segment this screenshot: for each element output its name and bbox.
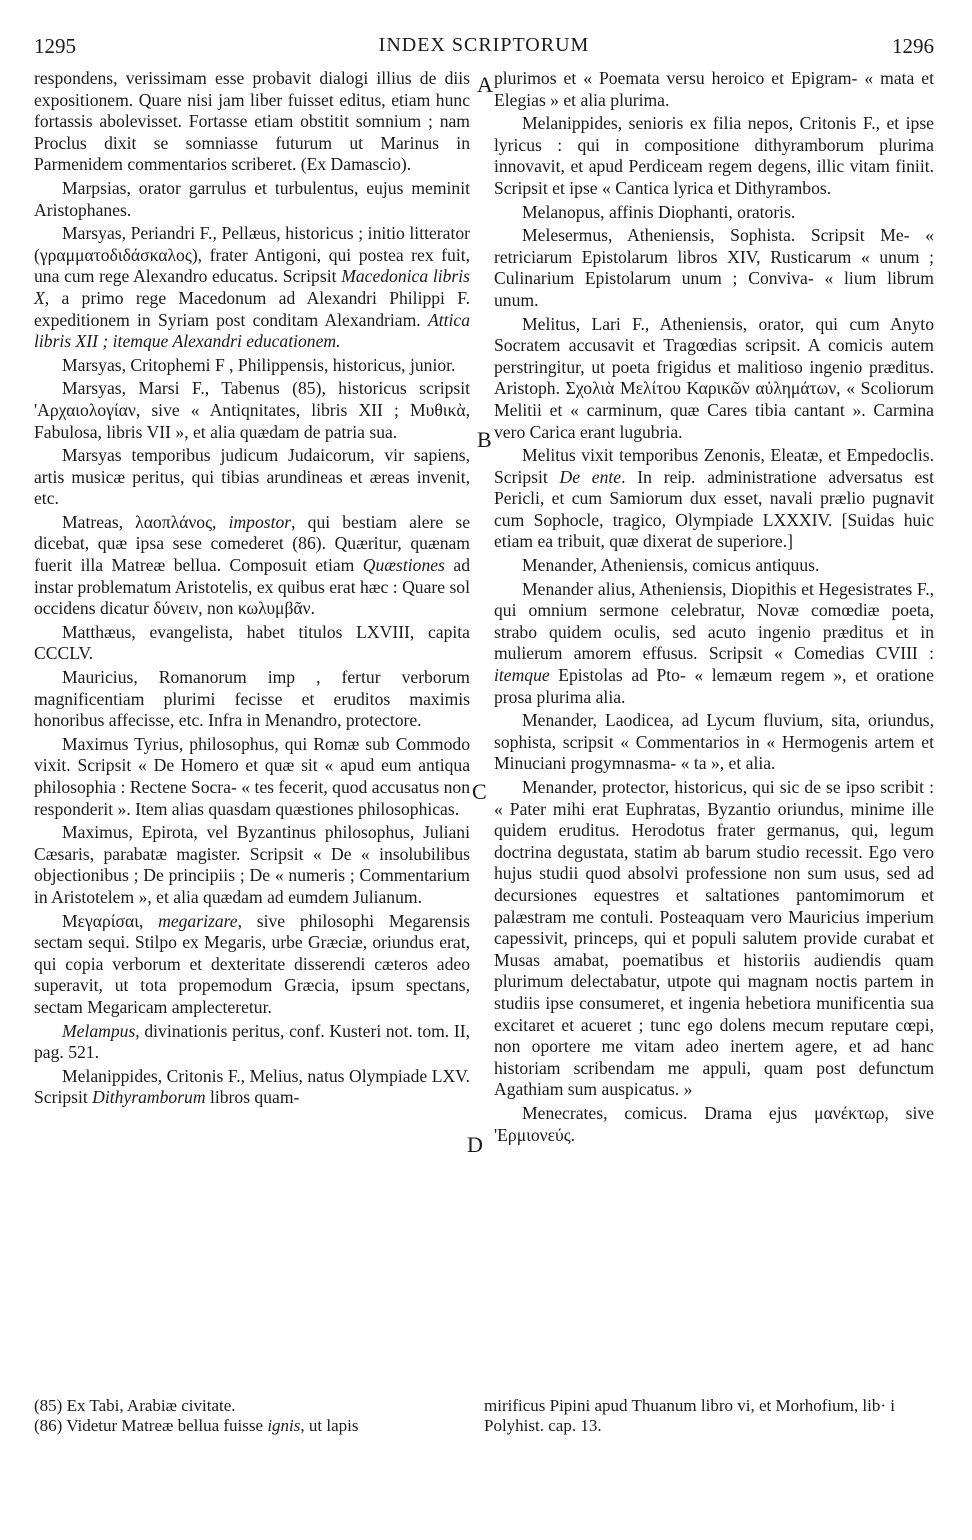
right-column xyxy=(494,68,934,1148)
entry-matthaeus: Matthæus, evangelista, habet titulos LXVIII, capita CCCLV. xyxy=(34,621,470,664)
entry-maximus-tyrius: Maximus Tyrius, philosophus, qui Romæ sub Commodo vixit. Scripsit « De Homero et quæ sit « apud eum antiqua philosophia : Rectene Socra- « tes fecerit, quod accusatus non responderit ». Item alias quasdam quæstiones philosophicas. xyxy=(34,733,470,819)
page-number-left: 1295 xyxy=(34,34,76,58)
entry-menander-protector: Menander, protector, historicus, qui sic de se ipso scribit : « Pater mihi erat Euphratas, Byzantio oriundus, minime ille quidem eruditus. Herodotus frater germanus, qui, legum doctrina degustata, statim ab barum studio recessit. Ego vero hujus studii quod absolvi professione non sum usus, sed ad decursiones equestres et saltationes pantomimorum et palæstram me contuli. Posteaquam vero Mauricius imperium capessivit, princeps, qui et populi salutem provide curabat et Musas amabat, poematibus et historiis audiendis quam plurimum delectabatur, utpote qui magnam noctis partem in studiis ipse consumeret, et ingenia hebetiora munificentia sua excitaret et acueret ; tunc ego dolens mecum reputare cœpi, non oportere me vitam adeo inertem agere, et ad hanc historiam scribendam me appuli, quam post defunctum Agathiam sum auspicatus. » xyxy=(494,777,934,1100)
entry-menander-laodicea: Menander, Laodicea, ad Lycum fluvium, sita, oriundus, sophista, scripsit « Commentarios in « Hermogenis artem et Minuciani progymnasma- « ta », et alia. xyxy=(494,710,934,774)
footnote-86-continuation: mirificus Pipini apud Thuanum libro vi, et Morhofium, lib· i Polyhist. cap. 13. xyxy=(484,1396,895,1435)
entry-melanippides: Melanippides, Critonis F., Melius, natus Olympiade LXV. Scripsit Dithyramborum libros quam- xyxy=(34,1065,470,1108)
entry-marsyas-critophemi: Marsyas, Critophemi F , Philippensis, historicus, junior. xyxy=(62,354,456,375)
entry-marsyas-periandri: Marsyas, Periandri F., Pellæus, historicus ; initio litterator (γραμματοδιδάσκαλος), frater Antigoni, qui postea rex fuit, una cum rege Alexandro educatus. Scripsit Macedonica libris X, a primo rege Macedonum ad Alexandri Philippi F. expeditionem in Syriam post conditam Alexandriam. Attica libris XII ; itemque Alexandri educationem. xyxy=(34,223,470,352)
entry-paragraph: respondens, verissimam esse probavit dialogi illius de diis expositionem. Quare nisi jam liber fuisset editus, etiam hunc fortassis abolevisset. Fortasse etiam obstitit somnium ; nam Proclus dixit se somniasse futurum ut Marinus in Parmenidem commentarios scriberet. (Ex Damascio). xyxy=(34,68,470,175)
entry-mauricius: Mauricius, Romanorum imp , fertur verborum magnificentiam plurimi fecisse et eruditos maximis honoribus affecisse, etc. Infra in Menandro, protectore. xyxy=(34,667,470,731)
entry-menander-comicus: Menander, Atheniensis, comicus antiquus. xyxy=(522,555,820,576)
entry-melitus-lari: Melitus, Lari F., Atheniensis, orator, qui cum Anyto Socratem accusavit et Tragœdias scripsit. A comicis autem perstringitur, ut poeta frigidus et malitioso ingenio præditus. Aristoph. Σχολιὰ Μελίτου Καρικῶν αὐλημάτων, « Scoliorum Melitii et « carminum, quæ Cares tibia cantant ». Carmina vero Carica erant lugubria. xyxy=(494,313,934,442)
page-header xyxy=(34,34,934,64)
entry-melitus-zenonis: Melitus vixit temporibus Zenonis, Eleatæ, et Empedoclis. Scripsit De ente. In reip. administratione adversatus est Pericli, et cum Samiorum dux esset, navali prælio pugnavit cum Sophocle, tragico, Olympiade LXXXIV. [Suidas huic etiam ea tribuit, quæ dixerat de superiore.] xyxy=(494,445,935,552)
page-number-right: 1296 xyxy=(892,34,934,58)
left-column xyxy=(34,68,470,1111)
entry-menander-alius: Menander alius, Atheniensis, Diopithis et Hegesistrates F., qui omnium sermone celebratur, Novæ comœdiæ poeta, strabo quidem oculis, sed acuto ingenio præditus et in mulierum amorem effusus. Scripsit « Comedias CVIII : itemque Epistolas ad Pto- « lemæum regem », et oratione prosa plurima alia. xyxy=(494,578,934,707)
entry-melanopus: Melanopus, affinis Diophanti, oratoris. xyxy=(522,201,796,222)
entry-menecrates: Menecrates, comicus. Drama ejus μανέκτωρ, sive 'Ερμιονεύς. xyxy=(494,1102,934,1145)
footnote-86: (86) Videtur Matreæ bellua fuisse ignis, ut lapis xyxy=(34,1416,359,1435)
entry-melanippides-junior: Melanippides, senioris ex filia nepos, Critonis F., et ipse lyricus : qui in compositione dithyramborum plurima innovavit, et apud Perdiceam regem degens, illic vitam finiit. Scripsit et ipse « Cantica lyrica et Dithyrambos. xyxy=(494,113,934,198)
entry-marsyas-marsi: Marsyas, Marsi F., Tabenus (85), historicus scripsit 'Αρχαιολογίαν, sive « Antiqnitates, libris XII ; Μυθικὰ, Fabulosa, libris VII », et alia quædam de patria sua. xyxy=(34,378,470,442)
entry-melampus: Melampus, divinationis peritus, conf. Kusteri not. tom. II, pag. 521. xyxy=(34,1020,470,1063)
entry-megarizare: Μεγαρίσαι, megarizare, sive philosophi Megarensis sectam sequi. Stilpo ex Megaris, urbe Græciæ, oriundus erat, qui copia verborum et dexteritate disserendi cæteros adeo superavit, ut tota propemodum Græcia, ipsum spectans, sectam Megaricam amplecteretur. xyxy=(34,910,470,1017)
footnotes-left xyxy=(34,1396,470,1436)
entry-continuation: plurimos et « Poemata versu heroico et Epigram- « mata et Elegias » et alia plurima. xyxy=(494,68,934,110)
entry-marsyas-judicum: Marsyas temporibus judicum Judaicorum, vir sapiens, artis musicæ peritus, qui tibias arundineas et æreas invenit, etc. xyxy=(34,445,470,509)
footnote-85: (85) Ex Tabi, Arabiæ civitate. xyxy=(34,1396,236,1415)
section-marker-a: A xyxy=(477,72,493,97)
section-marker-b: B xyxy=(477,427,492,452)
section-marker-d: D xyxy=(467,1132,483,1157)
entry-maximus-epirota: Maximus, Epirota, vel Byzantinus philosophus, Juliani Cæsaris, parabatæ magister. Scripsit « De « insolubilibus objectionibus ; De principiis ; De « numeris ; Commentarium in Aristotelem », et alia quædam ad eumdem Julianum. xyxy=(34,822,470,907)
running-title: INDEX SCRIPTORUM xyxy=(378,34,590,56)
entry-marpsias: Marpsias, orator garrulus et turbulentus, eujus meminit Aristophanes. xyxy=(34,177,470,220)
entry-melesermus: Melesermus, Atheniensis, Sophista. Scripsit Me- « retriciarum Epistolarum libros XIV, Rusticarum « unum ; Culinarium Epistolarum unum ; Conviva- « lium librum unum. xyxy=(494,225,934,310)
entry-matreas: Matreas, λαοπλάνος, impostor, qui bestiam alere se dicebat, quæ ipsa sese comederet (86). Quæritur, quænam fuerit illa Matreæ bellua. Composuit etiam Quæstiones ad instar problematum Aristotelis, ex quibus erat hæc : Quare sol occidens dicatur δύνειν, non κωλυμβᾶν. xyxy=(34,511,471,619)
section-marker-c: C xyxy=(472,779,487,804)
